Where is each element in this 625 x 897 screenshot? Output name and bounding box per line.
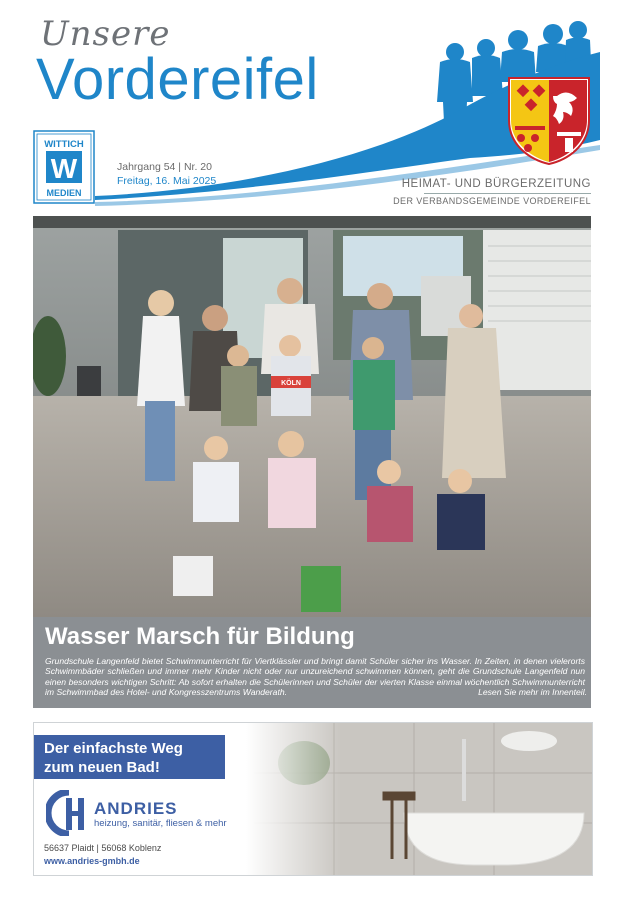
publisher-name-top: WITTICH	[44, 139, 84, 150]
coat-of-arms-icon	[505, 74, 593, 166]
cover-photo	[33, 216, 591, 617]
ad-brand-name: ANDRIES	[94, 799, 178, 818]
issue-date: Freitag, 16. Mai 2025	[117, 175, 217, 187]
tagline: HEIMAT- UND BÜRGERZEITUNG	[401, 178, 591, 190]
issue-number: Jahrgang 54 | Nr. 20	[117, 161, 212, 173]
andries-logo-mark	[46, 790, 92, 836]
article-headline: Wasser Marsch für Bildung	[45, 623, 355, 650]
ad-address: 56637 Plaidt | 56068 Koblenz	[44, 843, 162, 853]
tagline-divider	[424, 193, 591, 194]
read-more-note: Lesen Sie mehr im Innenteil.	[478, 687, 587, 697]
masthead-title: Vordereifel	[36, 47, 319, 112]
shirt-print: KÖLN	[281, 380, 301, 387]
ad-headline-line-1: Der einfachste Weg	[44, 740, 183, 757]
ad-services: heizung, sanitär, fliesen & mehr	[94, 818, 227, 829]
article-lead: Grundschule Langenfeld bietet Schwimmunterricht für Viertklässler und bringt damit Schüler sicher ins Wasser. In Zeiten, in denen vielerorts Schwimmbäder schließen und immer mehr Kinder nicht oder nur unzureichend schwimmen können, geht die Grundschule Langenfeld nun einen besonders wichtigen Schritt: Ab sofort erhalten die Schülerinnen und Schüler der vierten Klasse einmal wöchentlich Schwimmunterricht im Schwimmbad des Hotel- und Kongresszentrums Wanderath.	[45, 656, 585, 698]
subtagline: DER VERBANDSGEMEINDE VORDEREIFEL	[393, 196, 591, 206]
publisher-logo-letter: W	[50, 153, 78, 184]
issue-info	[117, 160, 216, 188]
publisher-logo	[33, 130, 95, 204]
ad-headline-line-2: zum neuen Bad!	[44, 759, 160, 776]
masthead-title-small: Unsere	[40, 14, 171, 54]
publisher-name-bottom: MEDIEN	[46, 188, 82, 198]
ad-website-link[interactable]: www.andries-gmbh.de	[44, 856, 140, 866]
